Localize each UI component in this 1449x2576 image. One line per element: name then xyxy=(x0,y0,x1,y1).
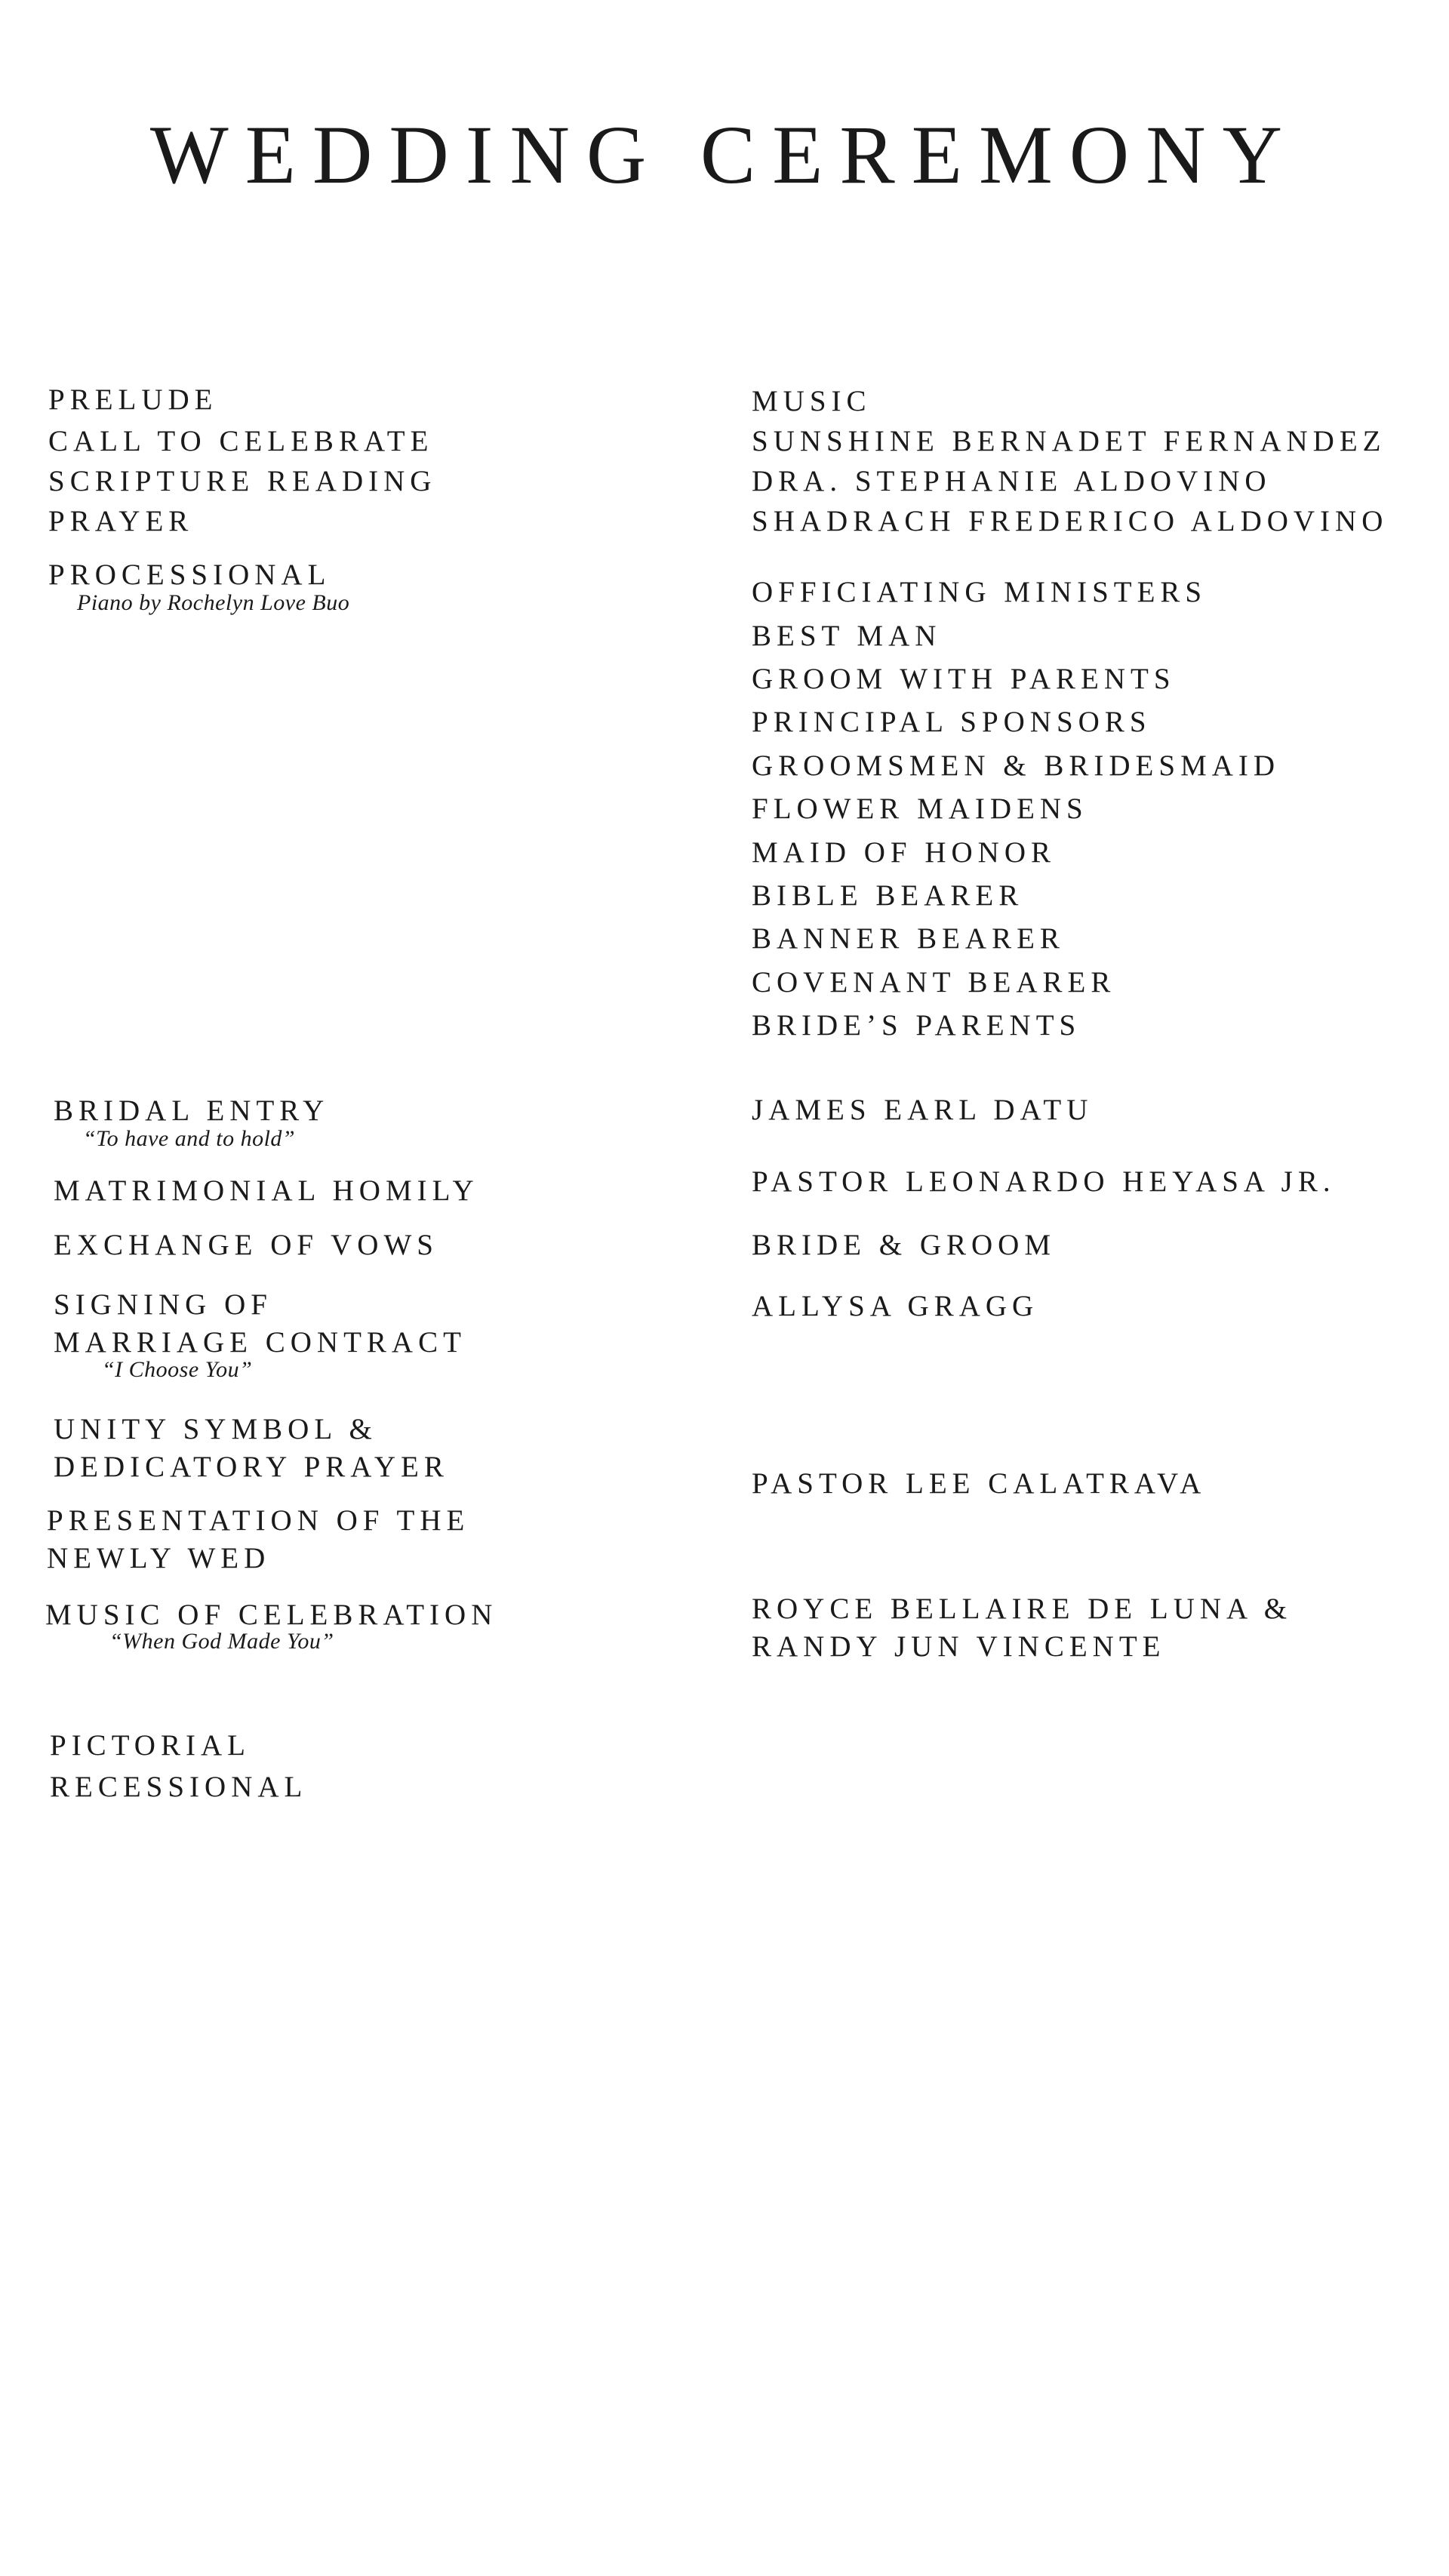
processional-order-item: MAID OF HONOR xyxy=(752,836,1057,869)
program-item-bridal-entry: BRIDAL ENTRY xyxy=(54,1094,330,1127)
program-item-pictorial: PICTORIAL xyxy=(50,1729,251,1762)
processional-order-item: FLOWER MAIDENS xyxy=(752,792,1088,825)
bridal-entry-note: “To have and to hold” xyxy=(83,1126,296,1151)
program-detail-call-to-celebrate: SUNSHINE BERNADET FERNANDEZ xyxy=(752,425,1386,457)
processional-order-item: PRINCIPAL SPONSORS xyxy=(752,706,1152,738)
program-detail-signing: ALLYSA GRAGG xyxy=(752,1290,1039,1322)
program-detail-unity: PASTOR LEE CALATRAVA xyxy=(752,1467,1207,1500)
processional-order-item: BRIDE’S PARENTS xyxy=(752,1009,1081,1042)
program-item-prayer: PRAYER xyxy=(48,505,194,537)
processional-note: Piano by Rochelyn Love Buo xyxy=(77,590,350,615)
program-item-unity-line1: UNITY SYMBOL & xyxy=(54,1413,377,1445)
program-detail-vows: BRIDE & GROOM xyxy=(752,1229,1057,1261)
signing-note: “I Choose You” xyxy=(102,1357,253,1382)
processional-order-item: BIBLE BEARER xyxy=(752,879,1024,912)
program-item-unity-line2: DEDICATORY PRAYER xyxy=(54,1451,449,1483)
program-item-music-of-celebration: MUSIC OF CELEBRATION xyxy=(45,1599,498,1631)
processional-order-item: OFFICIATING MINISTERS xyxy=(752,576,1208,608)
processional-order-item: COVENANT BEARER xyxy=(752,966,1116,999)
program-item-recessional: RECESSIONAL xyxy=(50,1771,308,1803)
program-item-call-to-celebrate: CALL TO CELEBRATE xyxy=(48,425,434,457)
program-item-processional: PROCESSIONAL xyxy=(48,559,331,591)
processional-order-item: GROOMSMEN & BRIDESMAID xyxy=(752,749,1281,782)
program-item-matrimonial-homily: MATRIMONIAL HOMILY xyxy=(54,1174,479,1207)
program-detail-prayer: SHADRACH FREDERICO ALDOVINO xyxy=(752,505,1389,537)
program-item-signing-line2: MARRIAGE CONTRACT xyxy=(54,1326,466,1359)
program-detail-music-line2: RANDY JUN VINCENTE xyxy=(752,1630,1166,1663)
program-detail-bridal-entry: JAMES EARL DATU xyxy=(752,1094,1094,1126)
music-of-celebration-note: “When God Made You” xyxy=(109,1629,334,1654)
program-detail-music-line1: ROYCE BELLAIRE DE LUNA & xyxy=(752,1593,1293,1625)
program-item-prelude: PRELUDE xyxy=(48,383,218,416)
program-detail-homily: PASTOR LEONARDO HEYASA JR. xyxy=(752,1165,1336,1198)
processional-order-item: BANNER BEARER xyxy=(752,922,1065,955)
program-item-presentation-line1: PRESENTATION OF THE xyxy=(47,1504,470,1537)
processional-order-item: GROOM WITH PARENTS xyxy=(752,663,1176,695)
program-item-exchange-of-vows: EXCHANGE OF VOWS xyxy=(54,1229,438,1261)
program-detail-music: MUSIC xyxy=(752,385,872,417)
program-item-scripture-reading: SCRIPTURE READING xyxy=(48,465,437,497)
program-item-signing-line1: SIGNING OF xyxy=(54,1288,272,1321)
page-title: WEDDING CEREMONY xyxy=(149,109,1300,201)
program-detail-scripture-reading: DRA. STEPHANIE ALDOVINO xyxy=(752,465,1272,497)
program-item-presentation-line2: NEWLY WED xyxy=(47,1542,271,1574)
processional-order-item: BEST MAN xyxy=(752,620,942,652)
